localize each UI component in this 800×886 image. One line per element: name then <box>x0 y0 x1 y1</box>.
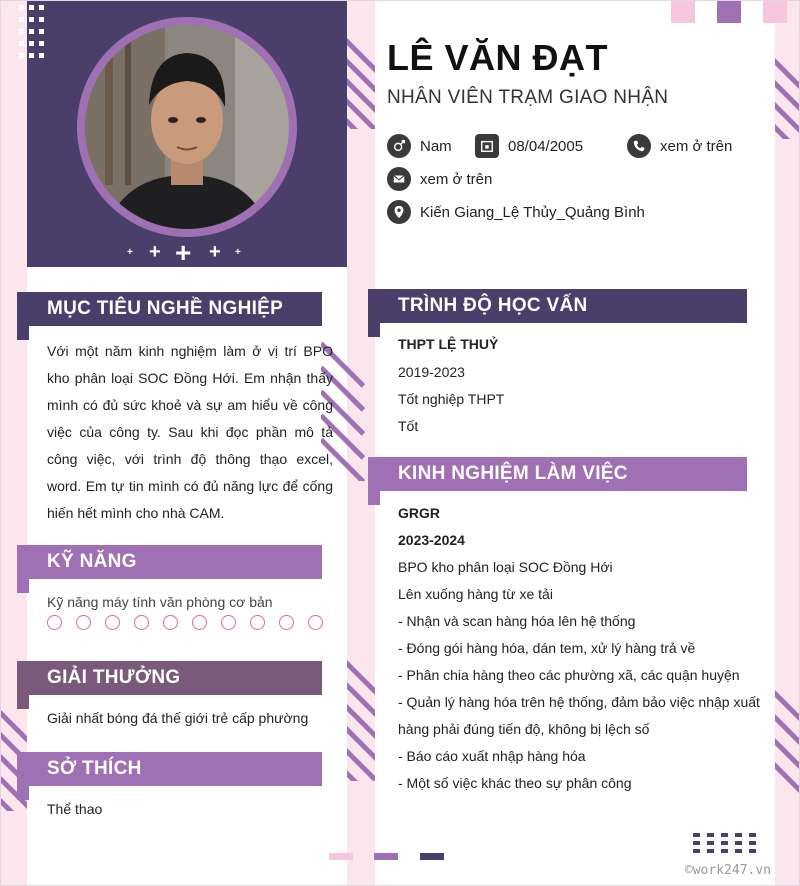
experience-line: - Phân chia hàng theo các phường xã, các quận huyện <box>398 667 740 683</box>
mail-icon <box>387 167 411 191</box>
avatar <box>85 25 289 229</box>
deco-stripes-bottom-mid <box>347 651 375 781</box>
rating-circle <box>47 615 62 630</box>
rating-circle <box>221 615 236 630</box>
deco-stripes-bottom-right <box>775 681 800 801</box>
education-grade: Tốt <box>398 418 419 434</box>
rating-circle <box>105 615 120 630</box>
experience-line: - Đóng gói hàng hóa, dán tem, xử lý hàng trả về <box>398 640 696 656</box>
watermark: ©work247.vn <box>684 863 771 878</box>
skills-heading: KỸ NĂNG <box>17 545 322 579</box>
location-pin-icon <box>387 200 411 224</box>
candidate-name: LÊ VĂN ĐẠT <box>387 37 608 78</box>
deco-square-pink <box>671 1 695 23</box>
rating-circle <box>279 615 294 630</box>
rating-circle <box>76 615 91 630</box>
phone-icon <box>627 134 651 158</box>
deco-stripes-top-right <box>775 49 800 139</box>
awards-text: Giải nhất bóng đá thế giới trẻ cấp phường <box>47 710 309 726</box>
hobbies-heading: SỞ THÍCH <box>17 752 322 786</box>
gender-value: Nam <box>420 137 452 155</box>
deco-square-purple <box>717 1 741 23</box>
deco-dot-grid <box>19 5 53 59</box>
info-phone <box>627 133 732 159</box>
deco-plus-row: + + + + + <box>127 237 241 268</box>
rating-circle <box>163 615 178 630</box>
candidate-role: NHÂN VIÊN TRẠM GIAO NHẬN <box>387 87 669 108</box>
experience-line: - Nhận và scan hàng hóa lên hệ thống <box>398 613 636 629</box>
phone-value: xem ở trên <box>660 137 733 155</box>
education-degree: Tốt nghiệp THPT <box>398 391 505 407</box>
rating-circle <box>134 615 149 630</box>
rating-circle <box>308 615 323 630</box>
skill-rating <box>47 615 327 631</box>
experience-line: - Một số việc khác theo sự phân công <box>398 775 632 791</box>
experience-line: - Quản lý hàng hóa trên hệ thống, đảm bảo việc nhập xuất <box>398 694 760 710</box>
email-value: xem ở trên <box>420 170 493 188</box>
experience-position: BPO kho phân loại SOC Đồng Hới <box>398 559 613 575</box>
experience-heading: KINH NGHIỆM LÀM VIỆC <box>368 457 747 491</box>
info-email <box>387 166 492 192</box>
address-value: Kiến Giang_Lệ Thủy_Quảng Bình <box>420 203 645 221</box>
experience-line: hàng phải đúng tiến độ, không bị lệch số <box>398 721 650 737</box>
rating-circle <box>250 615 265 630</box>
rating-circle <box>192 615 207 630</box>
skill-name: Kỹ năng máy tính văn phòng cơ bản <box>47 594 273 610</box>
info-gender <box>387 133 452 159</box>
calendar-icon <box>475 134 499 158</box>
info-birthdate <box>475 133 583 159</box>
education-period: 2019-2023 <box>398 364 465 380</box>
awards-heading: GIẢI THƯỞNG <box>17 661 322 695</box>
education-heading: TRÌNH ĐỘ HỌC VẤN <box>368 289 747 323</box>
gender-icon <box>387 134 411 158</box>
avatar-photo <box>85 25 289 229</box>
experience-line: Lên xuống hàng từ xe tải <box>398 586 553 602</box>
career-goal-text: Với một năm kinh nghiệm làm ở vị trí BPO kho phân loại SOC Đồng Hới. Em nhận thấy mình có đủ sức khoẻ và sự am hiểu về công việc của công ty. Sau khi đọc phần mô tả công việc, với trình độ thông thạo excel, word. Em tự tin mình có đủ năng lực để cống hiến hết mình cho nhà CAM. <box>47 343 333 521</box>
experience-company: GRGR <box>398 505 440 521</box>
experience-line: - Báo cáo xuất nhập hàng hóa <box>398 748 586 764</box>
hobbies-text: Thể thao <box>47 801 103 817</box>
birthdate-value: 08/04/2005 <box>508 137 584 155</box>
info-address <box>387 199 645 225</box>
deco-square-pink-2 <box>763 1 787 23</box>
education-school: THPT LỆ THUỶ <box>398 336 499 352</box>
deco-stripes-top-mid <box>347 29 375 129</box>
experience-period: 2023-2024 <box>398 532 465 548</box>
career-goal-heading: MỤC TIÊU NGHỀ NGHIỆP <box>17 292 322 326</box>
